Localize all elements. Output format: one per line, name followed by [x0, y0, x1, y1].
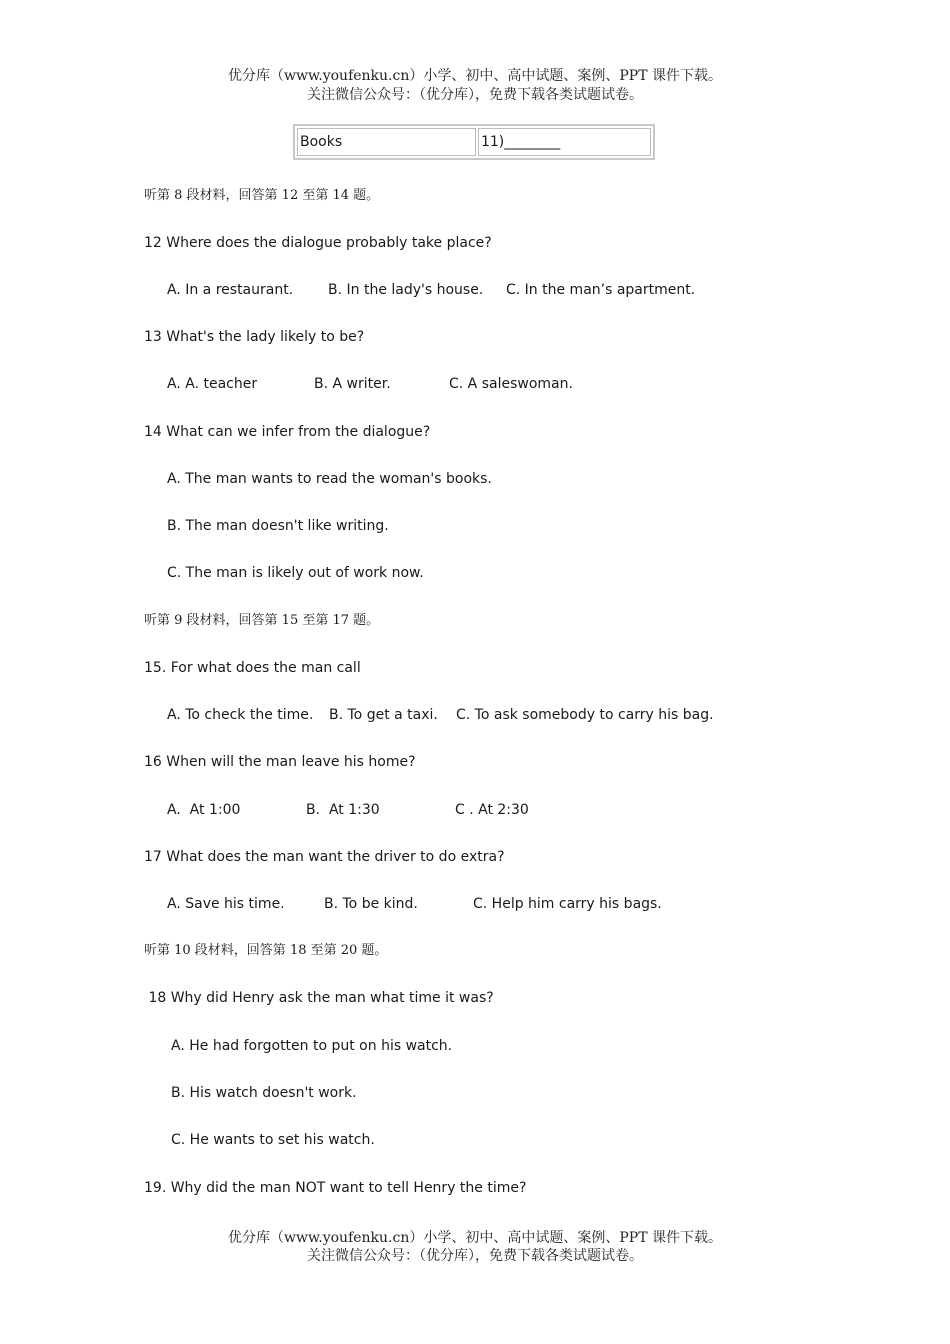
q14-option-b: B. The man doesn't like writing. [167, 518, 389, 534]
q15-option-b: B. To get a taxi. [329, 707, 438, 723]
q13-option-c: C. A saleswoman. [449, 376, 573, 392]
q16-option-a: A. At 1:00 [167, 802, 241, 818]
question-14: 14 What can we infer from the dialogue? [144, 424, 431, 440]
q14-option-c: C. The man is likely out of work now. [167, 565, 424, 581]
q17-option-a: A. Save his time. [167, 896, 285, 912]
q18-option-c: C. He wants to set his watch. [171, 1132, 375, 1148]
header-line-1: 优分库（www.youfenku.cn）小学、初中、高中试题、案例、PPT 课件下载。 [227, 68, 722, 84]
q18-option-b: B. His watch doesn't work. [171, 1085, 357, 1101]
table-cell-blank-11: 11)________ [478, 128, 651, 156]
question-16: 16 When will the man leave his home? [144, 754, 416, 770]
footer-line-1: 优分库（www.youfenku.cn）小学、初中、高中试题、案例、PPT 课件下载。 [227, 1230, 722, 1246]
q15-option-c: C. To ask somebody to carry his bag. [456, 707, 714, 723]
footer-line-2: 关注微信公众号：（优分库），免费下载各类试题试卷。 [307, 1248, 643, 1264]
question-17: 17 What does the man want the driver to do extra? [144, 849, 505, 865]
question-19: 19. Why did the man NOT want to tell Henry the time? [144, 1180, 527, 1196]
section-heading-8: 听第 8 段材料，回答第 12 至第 14 题。 [144, 188, 380, 203]
table-cell-books: Books [297, 128, 476, 156]
q13-option-b: B. A writer. [314, 376, 391, 392]
q15-option-a: A. To check the time. [167, 707, 314, 723]
q14-option-a: A. The man wants to read the woman's books. [167, 471, 492, 487]
q13-option-a: A. A. teacher [167, 376, 258, 392]
question-18: 18 Why did Henry ask the man what time it was? [144, 990, 494, 1006]
answer-table [293, 124, 655, 160]
question-13: 13 What's the lady likely to be? [144, 329, 365, 345]
question-12: 12 Where does the dialogue probably take place? [144, 235, 492, 251]
q17-option-b: B. To be kind. [324, 896, 418, 912]
q17-option-c: C. Help him carry his bags. [473, 896, 662, 912]
q16-option-c: C . At 2:30 [455, 802, 529, 818]
question-15: 15. For what does the man call [144, 660, 361, 676]
q12-option-a: A. In a restaurant. [167, 282, 294, 298]
section-heading-10: 听第 10 段材料，回答第 18 至第 20 题。 [144, 943, 388, 958]
header-line-2: 关注微信公众号：（优分库），免费下载各类试题试卷。 [307, 87, 643, 103]
q18-option-a: A. He had forgotten to put on his watch. [171, 1038, 453, 1054]
q16-option-b: B. At 1:30 [306, 802, 380, 818]
q12-option-b: B. In the lady's house. [328, 282, 484, 298]
q12-option-c: C. In the man’s apartment. [506, 282, 696, 298]
section-heading-9: 听第 9 段材料，回答第 15 至第 17 题。 [144, 613, 380, 628]
